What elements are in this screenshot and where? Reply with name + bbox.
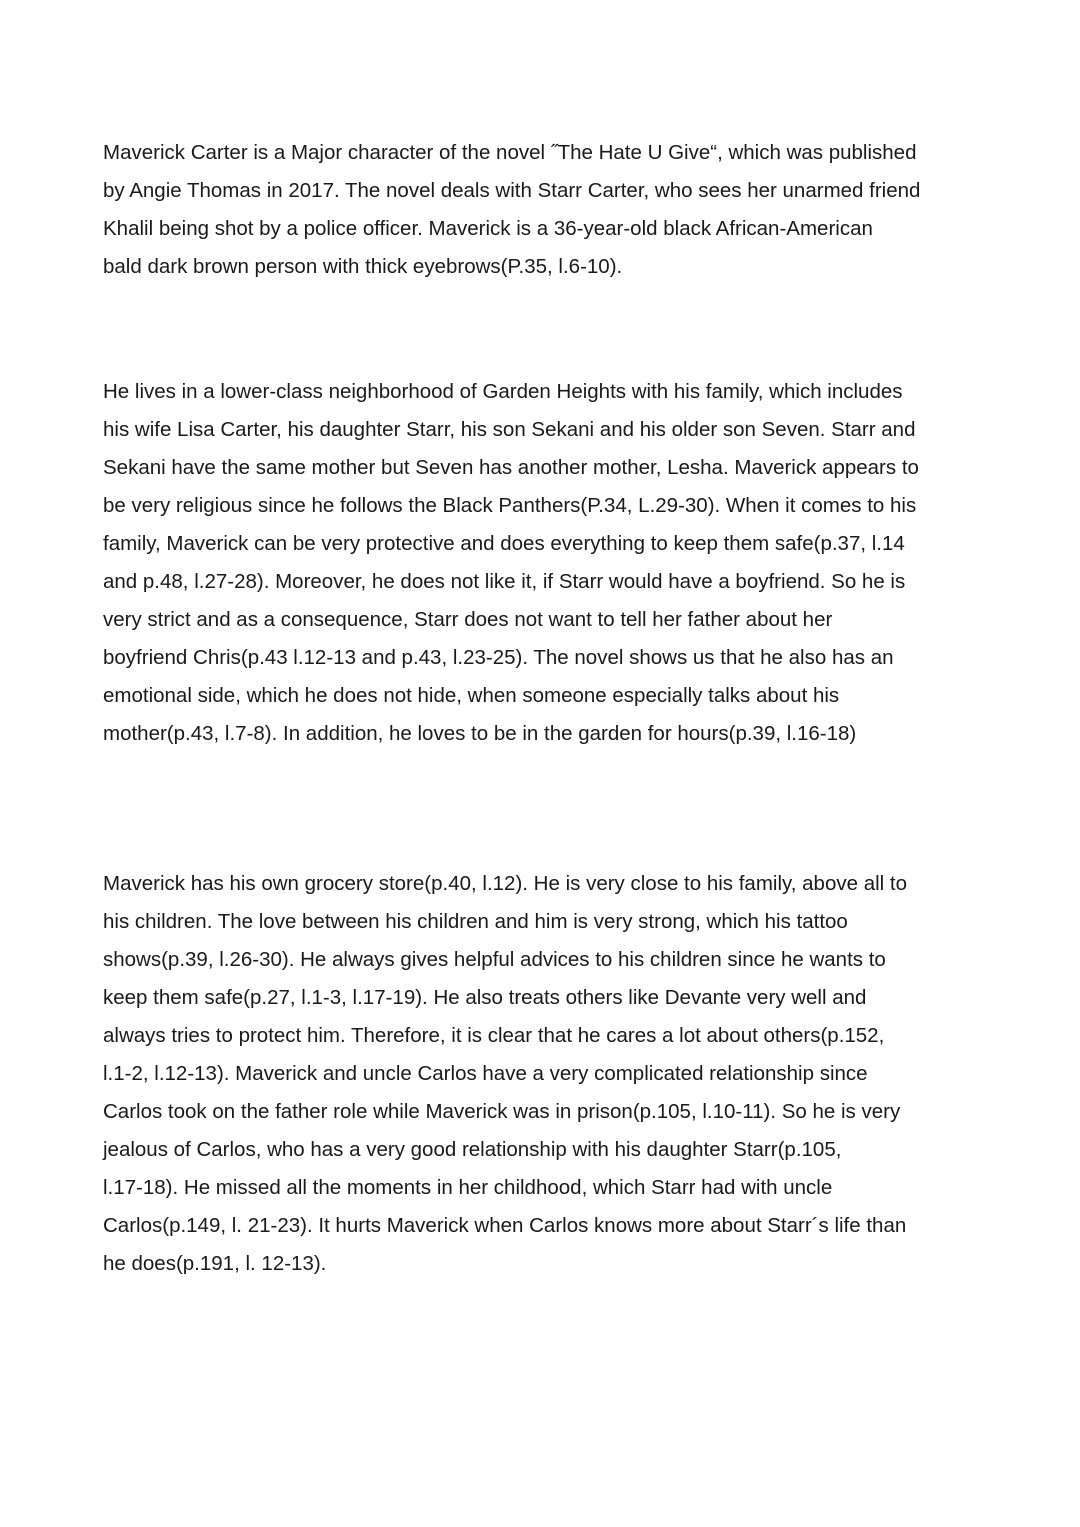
paragraph-relationships: Maverick has his own grocery store(p.40, l.12). He is very close to his family, above all to his children. The love between his children and him is very strong, which his tattoo shows(p.39, l.26-30). He always gives helpful advices to his children since he wants to keep them safe(p.27, l.1-3, l.17-19). He also treats others like Devante very well and always tries to protect him. Therefore, it is clear that he cares a lot about others(p.152, l.1-2, l.12-13). Maverick and uncle Carlos have a very complicated relationship since Carlos took on the father role while Maverick was in prison(p.105, l.10-11). So he is very jealous of Carlos, who has a very good relationship with his daughter Starr(p.105, l.17-18). He missed all the moments in her childhood, which Starr had with uncle Carlos(p.149, l. 21-23). It hurts Maverick when Carlos knows more about Starr´s life than he does(p.191, l. 12-13). [103, 872, 907, 1275]
paragraph-introduction: Maverick Carter is a Major character of the novel ˝The Hate U Give“, which was published by Angie Thomas in 2017. The novel deals with Starr Carter, who sees her unarmed friend Khalil being shot by a police officer. Maverick is a 36-year-old black African-American bald dark brown person with thick eyebrows(P.35, l.6-10). [103, 141, 921, 278]
paragraph-family-and-character: He lives in a lower-class neighborhood of Garden Heights with his family, which includes his wife Lisa Carter, his daughter Starr, his son Sekani and his older son Seven. Starr and Sekani have the same mother but Seven has another mother, Lesha. Maverick appears to be very religious since he follows the Black Panthers(P.34, L.29-30). When it comes to his family, Maverick can be very protective and does everything to keep them safe(p.37, l.14 and p.48, l.27-28). Moreover, he does not like it, if Starr would have a boyfriend. So he is very strict and as a consequence, Starr does not want to tell her father about her boyfriend Chris(p.43 l.12-13 and p.43, l.23-25). The novel shows us that he also has an emotional side, which he does not hide, when someone especially talks about his mother(p.43, l.7-8). In addition, he loves to be in the garden for hours(p.39, l.16-18) [103, 380, 919, 745]
